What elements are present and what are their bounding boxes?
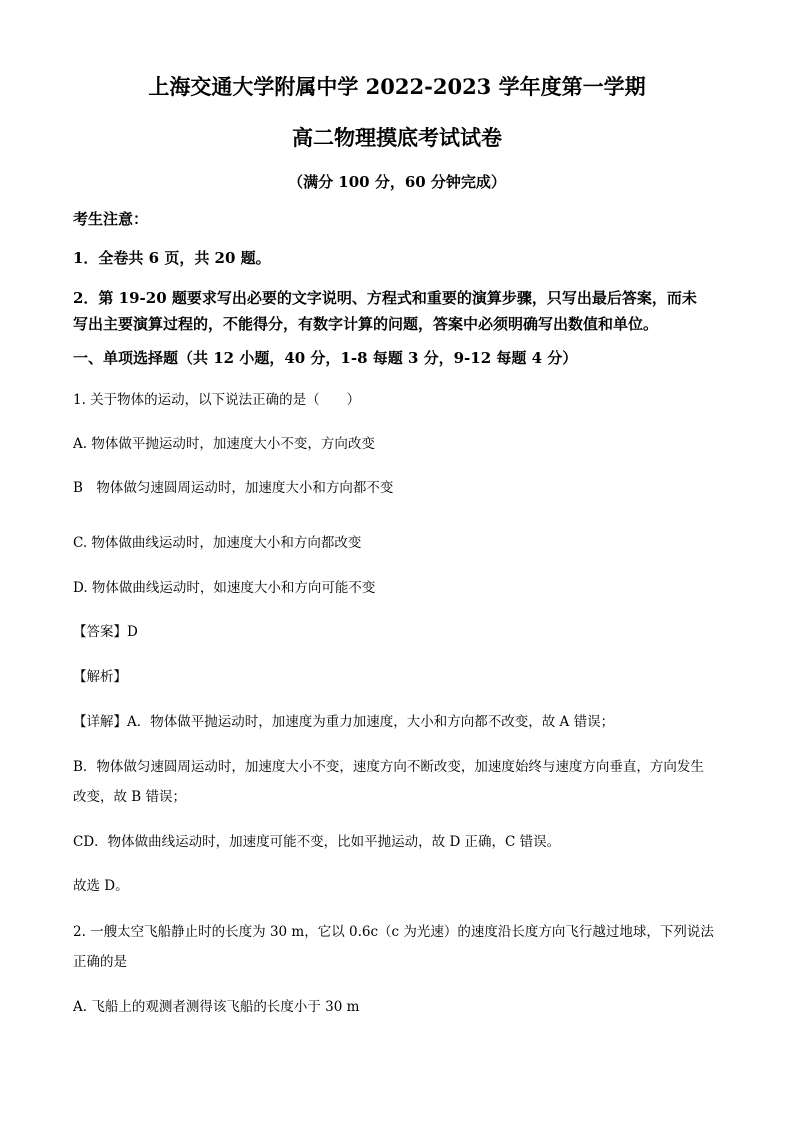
q2-stem-line2: 正确的是 (73, 954, 127, 970)
q1-option-d: D. 物体做曲线运动时，如速度大小和方向可能不变 (73, 580, 376, 596)
q2-stem-line1: 2. 一艘太空飞船静止时的长度为 30 m，它以 0.6c（c 为光速）的速度沿长度方向飞行越过地球，下列说法 (73, 924, 714, 940)
q1-stem: 1. 关于物体的运动，以下说法正确的是（ ） (73, 392, 361, 408)
exam-subtitle: （满分 100 分，60 分钟完成） (288, 173, 506, 191)
notice-heading: 考生注意： (73, 210, 149, 228)
q1-option-b: B 物体做匀速圆周运动时，加速度大小和方向都不变 (73, 480, 394, 496)
notice-item-2-line1: 2．第 19-20 题要求写出必要的文字说明、方程式和重要的演算步骤，只写出最后答案，而未 (73, 289, 697, 307)
q1-answer: 【答案】D (73, 624, 138, 640)
q1-detail-b-line1: B．物体做匀速圆周运动时，加速度大小不变，速度方向不断改变，加速度始终与速度方向垂直，方向发生 (73, 759, 704, 775)
exam-title-line2: 高二物理摸底考试试卷 (292, 125, 502, 150)
notice-item-1: 1．全卷共 6 页，共 20 题。 (73, 249, 271, 267)
q1-detail-cd: CD．物体做曲线运动时，加速度可能不变，比如平抛运动，故 D 正确，C 错误。 (73, 834, 561, 850)
q2-option-a: A. 飞船上的观测者测得该飞船的长度小于 30 m (73, 999, 360, 1015)
q1-detail-b-line2: 改变，故 B 错误； (73, 789, 187, 805)
section-1-heading: 一、单项选择题（共 12 小题，40 分，1-8 每题 3 分，9-12 每题 4 分） (73, 349, 578, 367)
exam-title-line1: 上海交通大学附属中学 2022-2023 学年度第一学期 (148, 74, 646, 99)
q1-option-a: A. 物体做平抛运动时，加速度大小不变，方向改变 (73, 436, 375, 452)
q1-conclusion: 故选 D。 (73, 878, 129, 894)
q1-detail-a: 【详解】A．物体做平抛运动时，加速度为重力加速度，大小和方向都不改变，故 A 错误； (73, 714, 615, 730)
q1-analysis-label: 【解析】 (73, 669, 127, 685)
q1-option-c: C. 物体做曲线运动时，加速度大小和方向都改变 (73, 535, 362, 551)
notice-item-2-line2: 写出主要演算过程的，不能得分，有数字计算的问题，答案中必须明确写出数值和单位。 (73, 315, 659, 333)
